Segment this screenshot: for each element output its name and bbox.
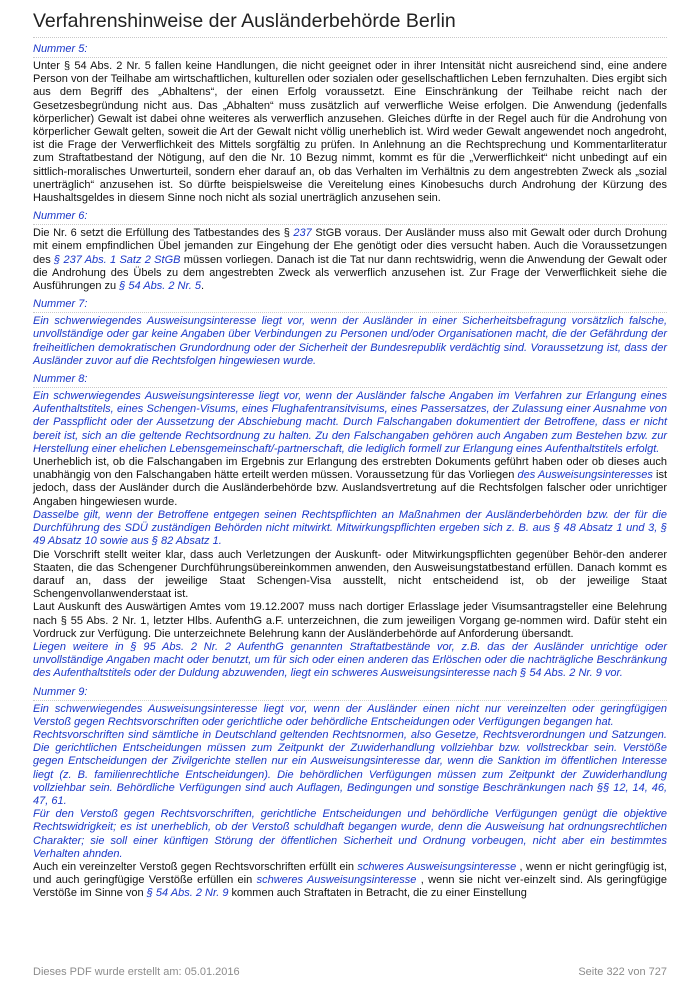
paragraph: Die Vorschrift stellt weiter klar, dass auch Verletzungen der Auskunft- oder Mitwirkungspflichten gegenüber Behör-den anderer Staaten, die das Schengener Durchführungsübereinkommen anwenden, den Ausweisungstatbestand erfüllen. Danach kommt es darauf an, dass der jeweilige Staat Schengen-Visa ausstellt, nicht entscheidend ist, ob der jeweilige Staat Schengenvollanwenderstaat ist. — [33, 548, 667, 601]
law-link-54-abs2-nr5[interactable]: § 54 Abs. 2 Nr. 5 — [119, 280, 201, 293]
text: ist jedoch, dass der Ausländer durch die Ausländerbehörde bzw. Auslandsvertretung auf die Rechtsfolgen falscher oder unrichtiger Angaben hingewiesen wurde. — [33, 469, 667, 508]
paragraph — [33, 861, 667, 901]
link-ausweisungsinteresse[interactable]: des Ausweisungsinteresses — [517, 469, 653, 482]
law-link-237[interactable]: 237 — [293, 227, 312, 240]
page-number: Seite 322 von 727 — [578, 966, 667, 978]
paragraph-italic: Ein schwerwiegendes Ausweisungsinteresse liegt vor, wenn der Ausländer falsche Angaben im Verfahren zur Erlangung eines Aufenthaltstitels, eines Schengen-Visums, eines Flughafentransitvisums, eines Passersatzes, der Zulassung einer Ausnahme von der Passpflicht oder der Aussetzung der Abschiebung macht. Durch Falschangaben dokumentiert der Betroffene, dass er nicht bereit ist, sich an die geltende Rechtsordnung zu halten. Zu den Falschangaben gehören auch Angaben zum Bestehen bzw. zur Herstellung einer ehelichen Lebensgemeinschaft/-partnerschaft, die lediglich formell zur Erlangung eines Aufenthaltstitels erfolgt. — [33, 390, 667, 455]
page-title: Verfahrenshinweise der Ausländerbehörde Berlin — [33, 10, 456, 32]
page-header — [33, 10, 667, 38]
text: müssen vorliegen. Danach ist die Tat nur dann rechtswidrig, wenn die Anwendung der Gewalt oder die Androhung des Übels zu dem angestrebten Zweck als verwerflich anzusehen ist. Zur Frage der Verwerflichkeit siehe die Ausführungen zu — [33, 253, 668, 293]
section-heading-nummer-6: Nummer 6: — [33, 210, 667, 225]
section-heading-nummer-8: Nummer 8: — [33, 373, 667, 388]
created-date: Dieses PDF wurde erstellt am: 05.01.2016 — [33, 966, 240, 978]
link-schweres-ausweisungsinteresse[interactable]: schweres Ausweisungsinteresse — [357, 860, 517, 873]
text: Auch ein vereinzelter Verstoß gegen Rechtsvorschriften erfüllt ein — [33, 860, 358, 873]
page-footer — [33, 966, 667, 978]
paragraph-italic: Für den Verstoß gegen Rechtsvorschriften, gerichtliche Entscheidungen und behördliche Verfügungen genügt die objektive Rechtswidrigkeit; es ist unerheblich, ob der Verstoß schuldhaft begangen wurde, denn die Ausweisung hat ordnungsrechtlichen Charakter; sie soll einer künftigen Störung der öffentlichen Sicherheit und Ordnung vorbeugen, nicht aber ein bestimmtes Verhalten ahnden. — [33, 808, 667, 860]
paragraph: Laut Auskunft des Auswärtigen Amtes vom 19.12.2007 muss nach dortiger Erlasslage jeder Visumsantragsteller eine Belehrung nach § 55 Abs. 2 Nr. 1, letzter Hlbs. AufenthG a.F. unterzeichnen, die zum jeweiligen Vorgang ge-nommen wird. Dafür steht ein Vordruck zur Verfügung. Die unterzeichnete Belehrung kann der Ausländerbehörde auf Anforderung übersandt. — [33, 601, 667, 640]
paragraph: Unter § 54 Abs. 2 Nr. 5 fallen keine Handlungen, die nicht geeignet oder in ihrer Intensität nicht ausreichend sind, eine andere Person von der Teilhabe am wirtschaftlichen, kulturellen oder sozialen oder gesellschaftlichen Leben fernzuhalten. Dies ergibt sich aus dem Begriff des „Abhaltens“, der einen Erfolg voraussetzt. Eine Einschränkung der Teilhabe reicht nach der Gesetzesbegründung nicht aus. Das „Abhalten“ muss zusätzlich auf verwerfliche Weise erfolgen. Die Anwendung (jedenfalls körperlicher) Gewalt ist dabei ohne weiteres als verwerflich anzusehen. Gleiches dürfte in der Regel auch für die Androhung von körperlicher Gewalt gelten, soweit die Art der Gewalt nicht völlig unerheblich ist. Wird weder Gewalt angewendet noch angedroht, ist die Frage der Verwerflichkeit des Mittels sorgfältig zu prüfen. In Anlehnung an die Rechtsprechung und Kommentarliteratur zum Straftatbestand der Nötigung, auf den die Nr. 10 Bezug nimmt, kommt es für die „Verwerflichkeit“ nicht unbedingt auf ein sittlich-moralisches Unwerturteil, sondern eher darauf an, ob das Verhalten im Verhältnis zu dem angestrebten Zweck als „sozial unerträglich“ anzusehen ist. So dürfte beispielsweise die Vereitelung eines Kinobesuchs durch Androhung der Kürzung des Haushaltsgeldes in diesem Sinne noch nicht als sozial unerträglich anzusehen sein. — [33, 60, 667, 205]
document-body — [33, 43, 667, 901]
paragraph — [33, 227, 667, 293]
text: Die Nr. 6 setzt die Erfüllung des Tatbestandes des § — [33, 227, 294, 240]
text: kommen auch Straftaten in Betracht, die zu einer Einstellung — [228, 887, 527, 900]
text: Unerheblich ist, ob die Falschangaben im Ergebnis zur Erlangung des erstrebten Dokuments geführt haben oder ob dieses auch unabhängig von den Falschangaben hätte erteilt werden müssen. Voraussetzung für das Vorliegen — [33, 456, 667, 482]
section-heading-nummer-5: Nummer 5: — [33, 43, 667, 58]
text: , wenn sie nicht ver-einzelt sind. Als geringfügige Verstöße im Sinne von — [33, 874, 667, 900]
paragraph-italic: Ein schwerwiegendes Ausweisungsinteresse liegt vor, wenn der Ausländer in einer Sicherheitsbefragung vorsätzlich falsche, unvollständige oder gar keine Angaben über Verbindungen zu Personen und/oder Organisationen macht, die der Gefährdung der freiheitlichen demokratischen Grundordnung oder der Sicherheit der Bundesrepublik verdächtig sind. Voraussetzung ist, dass der Ausländer zuvor auf die Rechtsfolgen hingewiesen wurde. — [33, 315, 667, 367]
text: , wenn er nicht geringfügig ist, und auch geringfügige Verstöße erfüllen ein — [33, 860, 667, 887]
section-heading-nummer-9: Nummer 9: — [33, 686, 667, 701]
section-heading-nummer-7: Nummer 7: — [33, 298, 667, 313]
law-link-54-abs2-nr9[interactable]: § 54 Abs. 2 Nr. 9 — [146, 887, 229, 900]
paragraph-italic: Rechtsvorschriften sind sämtliche in Deutschland geltenden Rechtsnormen, also Gesetze, Rechtsverordnungen und Satzungen. Die gerichtlichen Entscheidungen müssen zum Zeitpunkt der Zuwiderhandlung vollziehbar bzw. vollstreckbar sein. Verstöße gegen Entscheidungen der Zivilgerichte stellen nur ein Ausweisungsinteresse dar, wenn die Sanktion im öffentlichen Interesse liegt (z. B. familienrechtliche Entscheidungen). Die behördlichen Verfügungen müssen zum Zeitpunkt der Zuwiderhandlung vollziehbar sein. Behördliche Verfügungen sind auch Auflagen, Bedingungen und sonstige Beschränkungen nach §§ 12, 14, 46, 47, 61. — [33, 728, 667, 807]
text: . — [200, 280, 205, 293]
link-schweres-ausweisungsinteresse[interactable]: schweres Ausweisungsinteresse — [256, 874, 417, 887]
paragraph-italic: Dasselbe gilt, wenn der Betroffene entgegen seinen Rechtspflichten an Maßnahmen der Ausländerbehörden bzw. der für die Durchführung des SDÜ zuständigen Behörden nicht mitwirkt. Mitwirkungspflichten ergeben sich z. B. aus § 48 Absatz 1 und 3, § 49 Absatz 10 sowie aus § 82 Absatz 1. — [33, 508, 667, 548]
paragraph-italic: Liegen weitere in § 95 Abs. 2 Nr. 2 AufenthG genannten Straftatbestände vor, z.B. das der Ausländer unrichtige oder unvollständige Angaben macht oder benutzt, um für sich oder einen anderen das Erlöschen oder die nachträgliche Beschränkung des Aufenthaltstitels oder der Duldung abzuwenden, liegt ein schweres Ausweisungsinteresse nach § 54 Abs. 2 Nr. 9 vor. — [33, 640, 667, 680]
law-link-237-abs1[interactable]: § 237 Abs. 1 Satz 2 StGB — [54, 253, 181, 266]
paragraph-italic: Ein schwerwiegendes Ausweisungsinteresse liegt vor, wenn der Ausländer einen nicht nur vereinzelten oder geringfügigen Verstoß gegen Rechtsvorschriften oder gerichtliche oder behördliche Entscheidungen oder Verfügungen begangen hat. — [33, 702, 667, 728]
text: StGB voraus. Der Ausländer muss also mit Gewalt oder durch Drohung mit einem empfindlichen Übel jemanden zur Eingehung der Ehe genötigt oder dies versucht haben. Auch die Voraussetzungen des — [33, 227, 667, 266]
paragraph — [33, 456, 667, 509]
